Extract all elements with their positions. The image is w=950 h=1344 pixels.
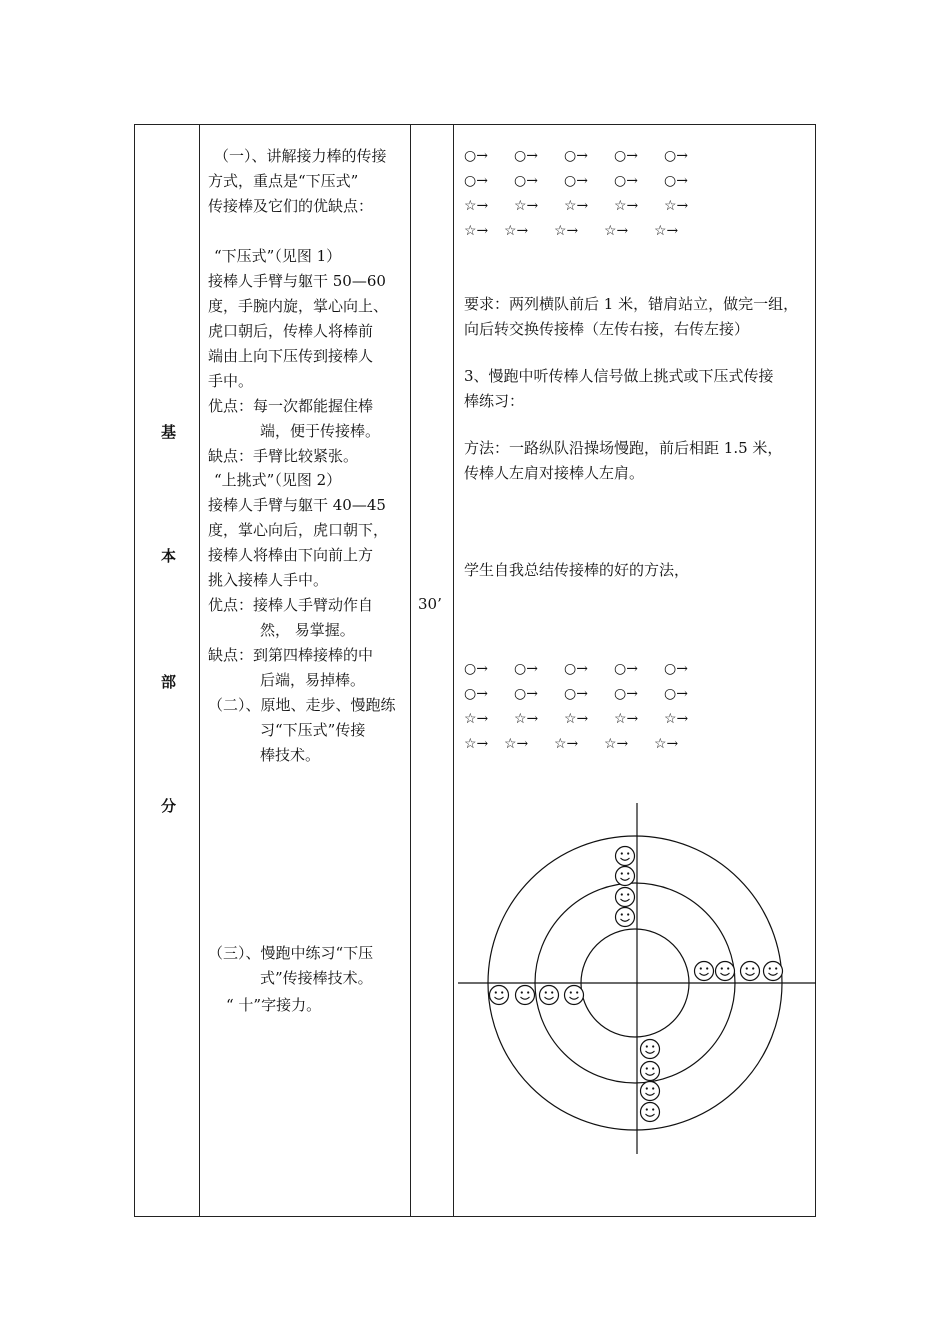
smiley-eye (495, 991, 497, 993)
content-line: 接棒人手臂与躯干 50—60 (208, 272, 386, 290)
smiley-eye (652, 1067, 654, 1069)
smiley-eye (752, 967, 754, 969)
smiley-eye (646, 1108, 648, 1110)
smiley-eye (621, 852, 623, 854)
content-line: 方式，重点是“下压式” (208, 172, 359, 190)
content-line: 端由上向下压传到接棒人 (208, 347, 374, 365)
star-runner-icon: ☆→ (504, 736, 529, 752)
smiley-runner-icon (490, 986, 509, 1005)
smiley-runner-icon (641, 1062, 660, 1081)
circle-runner-icon: ○→ (664, 686, 688, 702)
smiley-eye (551, 991, 553, 993)
circle-runner-icon: ○→ (614, 686, 638, 702)
smiley-eye (646, 1087, 648, 1089)
content-line: 度，手腕内旋，掌心向上、 (208, 297, 389, 315)
circle-runner-icon: ○→ (464, 661, 488, 677)
circle-runner-icon: ○→ (664, 148, 688, 164)
smiley-runner-icon (695, 962, 714, 981)
content-line: 接棒人将棒由下向前上方 (208, 546, 374, 564)
content-line: 优点：接棒人手臂动作自 (208, 596, 374, 614)
smiley-eye (627, 913, 629, 915)
smiley-eye (621, 872, 623, 874)
org-line: 要求：两列横队前后 1 米，错肩站立，做完一组， (464, 295, 799, 313)
org-line: 传棒人左肩对接棒人左肩。 (464, 464, 645, 482)
content-line: （一）、讲解接力棒的传接 (214, 147, 387, 165)
smiley-eye (775, 967, 777, 969)
star-runner-icon: ☆→ (604, 223, 629, 239)
content-line: 缺点：到第四棒接棒的中 (208, 646, 374, 664)
smiley-eye (545, 991, 547, 993)
smiley-runner-icon (540, 986, 559, 1005)
smiley-eye (570, 991, 572, 993)
star-runner-icon: ☆→ (564, 198, 589, 214)
star-runner-icon: ☆→ (464, 223, 489, 239)
section-label-char: 基 (161, 423, 177, 441)
content-line: 缺点：手臂比较紧张。 (208, 447, 359, 465)
smiley-eye (627, 872, 629, 874)
circle-runner-icon: ○→ (614, 173, 638, 189)
star-runner-icon: ☆→ (514, 198, 539, 214)
circle-runner-icon: ○→ (564, 686, 588, 702)
time-value: 30’ (418, 595, 442, 613)
smiley-runner-icon (616, 888, 635, 907)
circle-runner-icon: ○→ (464, 173, 488, 189)
smiley-eye (652, 1108, 654, 1110)
org-line: 棒练习： (464, 392, 525, 410)
smiley-eye (746, 967, 748, 969)
circle-runner-icon: ○→ (564, 148, 588, 164)
content-line: 优点：每一次都能握住棒 (208, 397, 374, 415)
smiley-runner-icon (516, 986, 535, 1005)
smiley-eye (576, 991, 578, 993)
time-cell (411, 125, 453, 1216)
circle-runner-icon: ○→ (564, 661, 588, 677)
star-runner-icon: ☆→ (464, 711, 489, 727)
circle-runner-icon: ○→ (564, 173, 588, 189)
teaching-content-cell (200, 125, 410, 1216)
content-line: 挑入接棒人手中。 (208, 571, 329, 589)
star-runner-icon: ☆→ (604, 736, 629, 752)
section-label-cell (135, 125, 199, 1216)
star-runner-icon: ☆→ (614, 711, 639, 727)
smiley-runner-icon (741, 962, 760, 981)
content-line: 度，掌心向后，虎口朝下， (208, 521, 389, 539)
org-line: 学生自我总结传接棒的好的方法， (464, 561, 690, 579)
smiley-runner-icon (641, 1103, 660, 1122)
content-subheading: “下压式”（见图 1） (214, 247, 342, 265)
circle-runner-icon: ○→ (614, 148, 638, 164)
smiley-runner-icon (716, 962, 735, 981)
star-runner-icon: ☆→ (504, 223, 529, 239)
content-line: 传接棒及它们的优缺点： (208, 197, 374, 215)
star-runner-icon: ☆→ (654, 736, 679, 752)
star-runner-icon: ☆→ (514, 711, 539, 727)
lesson-plan-table (134, 124, 816, 1217)
content-line: 手中。 (208, 372, 254, 390)
circle-runner-icon: ○→ (514, 148, 538, 164)
star-runner-icon: ☆→ (564, 711, 589, 727)
star-runner-icon: ☆→ (464, 736, 489, 752)
circle-runner-icon: ○→ (614, 661, 638, 677)
smiley-runner-icon (764, 962, 783, 981)
smiley-eye (706, 967, 708, 969)
content-line: （二）、原地、走步、慢跑练 (208, 696, 396, 714)
cross-relay-diagram (454, 125, 816, 1218)
star-runner-icon: ☆→ (654, 223, 679, 239)
content-line: 式”传接棒技术。 (260, 969, 373, 987)
smiley-eye (627, 893, 629, 895)
section-label-char: 本 (161, 547, 177, 565)
content-line: 端，便于传接棒。 (260, 422, 381, 440)
content-line: 棒技术。 (260, 746, 321, 764)
smiley-eye (769, 967, 771, 969)
smiley-eye (621, 913, 623, 915)
org-line: 方法：一路纵队沿操场慢跑，前后相距 1.5 米， (464, 439, 783, 457)
smiley-runner-icon (641, 1040, 660, 1059)
content-line: 后端，易掉棒。 (260, 671, 366, 689)
circle-runner-icon: ○→ (664, 661, 688, 677)
star-runner-icon: ☆→ (664, 198, 689, 214)
section-label-char: 分 (161, 797, 177, 815)
smiley-eye (652, 1087, 654, 1089)
smiley-eye (627, 852, 629, 854)
smiley-eye (646, 1067, 648, 1069)
smiley-eye (521, 991, 523, 993)
smiley-eye (527, 991, 529, 993)
smiley-runner-icon (616, 908, 635, 927)
organization-cell (454, 125, 816, 1216)
smiley-runner-icon (616, 867, 635, 886)
content-line: 然， 易掌握。 (260, 621, 355, 639)
org-line: 向后转交换传接棒（左传右接，右传左接） (464, 320, 750, 338)
content-line: 虎口朝后，传棒人将棒前 (208, 322, 374, 340)
smiley-runner-icon (565, 986, 584, 1005)
org-line: 3、慢跑中听传棒人信号做上挑式或下压式传接 (464, 367, 774, 385)
circle-runner-icon: ○→ (514, 661, 538, 677)
content-line: 习“下压式”传接 (260, 721, 366, 739)
content-subheading: “上挑式”（见图 2） (214, 471, 342, 489)
smiley-runner-icon (641, 1082, 660, 1101)
circle-runner-icon: ○→ (514, 173, 538, 189)
circle-runner-icon: ○→ (464, 148, 488, 164)
circle-runner-icon: ○→ (464, 686, 488, 702)
smiley-eye (727, 967, 729, 969)
content-line: 接棒人手臂与躯干 40—45 (208, 496, 386, 514)
smiley-runner-icon (616, 847, 635, 866)
smiley-eye (721, 967, 723, 969)
smiley-eye (501, 991, 503, 993)
star-runner-icon: ☆→ (614, 198, 639, 214)
star-runner-icon: ☆→ (554, 223, 579, 239)
star-runner-icon: ☆→ (664, 711, 689, 727)
star-runner-icon: ☆→ (554, 736, 579, 752)
smiley-eye (621, 893, 623, 895)
smiley-eye (700, 967, 702, 969)
content-line: （三）、慢跑中练习“下压 (208, 944, 374, 962)
smiley-eye (646, 1045, 648, 1047)
content-line: “ 十”字接力。 (226, 996, 322, 1014)
circle-runner-icon: ○→ (514, 686, 538, 702)
smiley-eye (652, 1045, 654, 1047)
section-label-char: 部 (161, 673, 177, 691)
star-runner-icon: ☆→ (464, 198, 489, 214)
circle-runner-icon: ○→ (664, 173, 688, 189)
